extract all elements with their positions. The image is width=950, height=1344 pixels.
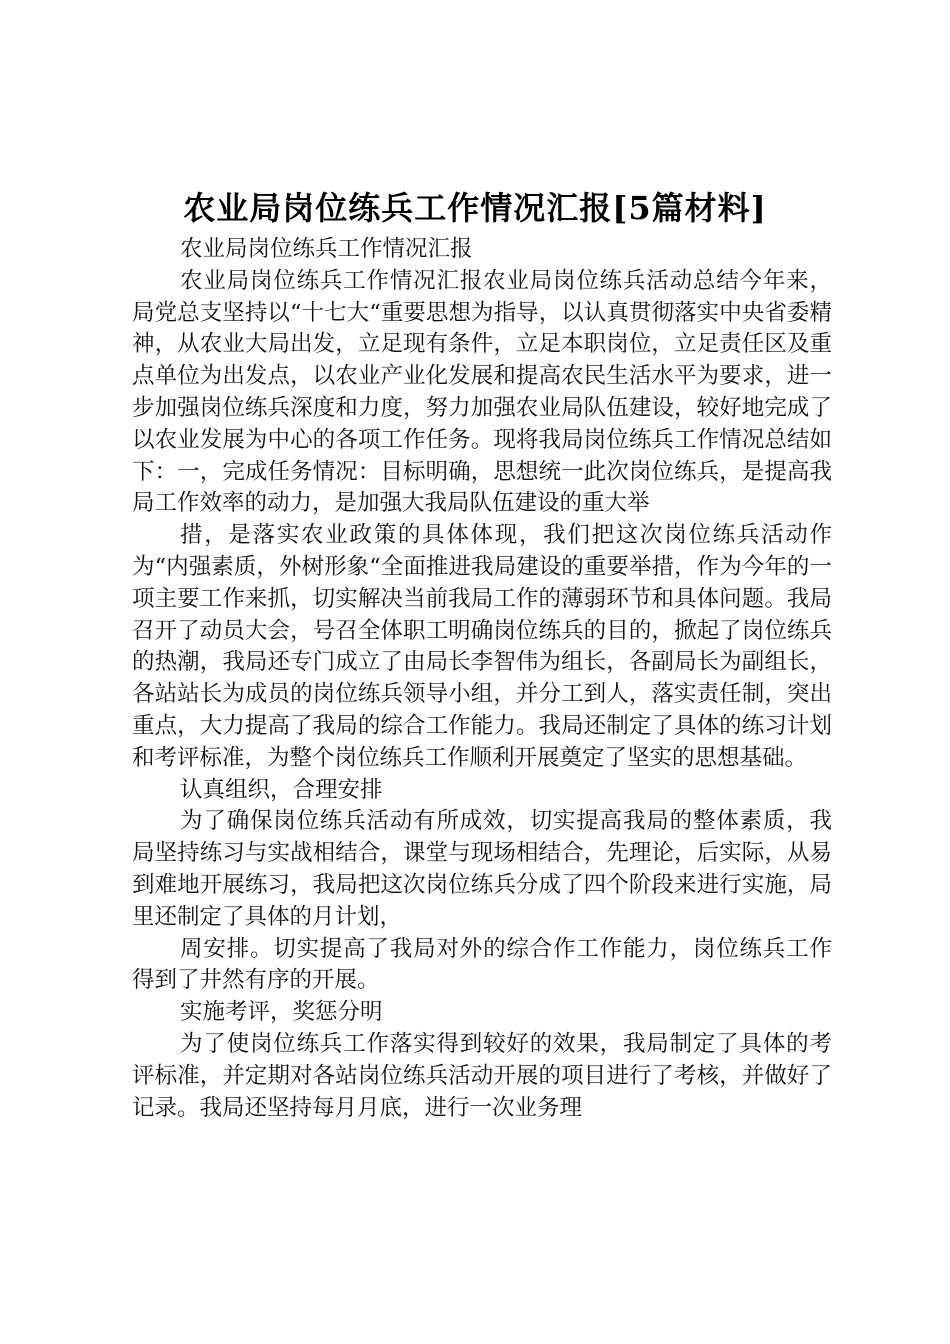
paragraph-subtitle: 农业局岗位练兵工作情况汇报 <box>180 236 473 262</box>
paragraph-organize: 为了确保岗位练兵活动有所成效，切实提高我局的整体素质，我局坚持练习与实战相结合，课堂与现场相结合，先理论，后实际，从易到难地开展练习，我局把这次岗位练兵分成了四个阶段来进行实施，局里还制定了具体的月计划， <box>132 808 832 930</box>
document-title: 农业局岗位练兵工作情况汇报[5篇材料] <box>183 189 767 227</box>
section-heading-organize: 认真组织，合理安排 <box>180 776 383 803</box>
section-heading-evaluation: 实施考评，奖惩分明 <box>180 999 383 1026</box>
paragraph-weekly-plan: 周安排。切实提高了我局对外的综合作工作能力，岗位练兵工作得到了井然有序的开展。 <box>132 935 832 994</box>
paragraph-evaluation: 为了使岗位练兵工作落实得到较好的效果，我局制定了具体的考评标准，并定期对各站岗位练兵活动开展的项目进行了考核，并做好了记录。我局还坚持每月月底，进行一次业务理 <box>132 1030 832 1121</box>
paragraph-intro: 农业局岗位练兵工作情况汇报农业局岗位练兵活动总结今年来，局党总支坚持以“十七大“重要思想为指导，以认真贯彻落实中央省委精神，从农业大局出发，立足现有条件，立足本职岗位，立足责任区及重点单位为出发点，以农业产业化发展和提高农民生活水平为要求，进一步加强岗位练兵深度和力度，努力加强农业局队伍建设，较好地完成了以农业发展为中心的各项工作任务。现将我局岗位练兵工作情况总结如下：一，完成任务情况：目标明确，思想统一此次岗位练兵，是提高我局工作效率的动力，是加强大我局队伍建设的重大举 <box>132 267 832 517</box>
paragraph-measures: 措，是落实农业政策的具体体现，我们把这次岗位练兵活动作为“内强素质，外树形象“全面推进我局建设的重要举措，作为今年的一项主要工作来抓，切实解决当前我局工作的薄弱环节和具体问题。我局召开了动员大会，号召全体职工明确岗位练兵的目的，掀起了岗位练兵的热潮，我局还专门成立了由局长李智伟为组长，各副局长为副组长，各站站长为成员的岗位练兵领导小组，并分工到人，落实责任制，突出重点，大力提高了我局的综合工作能力。我局还制定了具体的练习计划和考评标准，为整个岗位练兵工作顺利开展奠定了坚实的思想基础。 <box>132 522 832 771</box>
document-body <box>132 234 832 1124</box>
